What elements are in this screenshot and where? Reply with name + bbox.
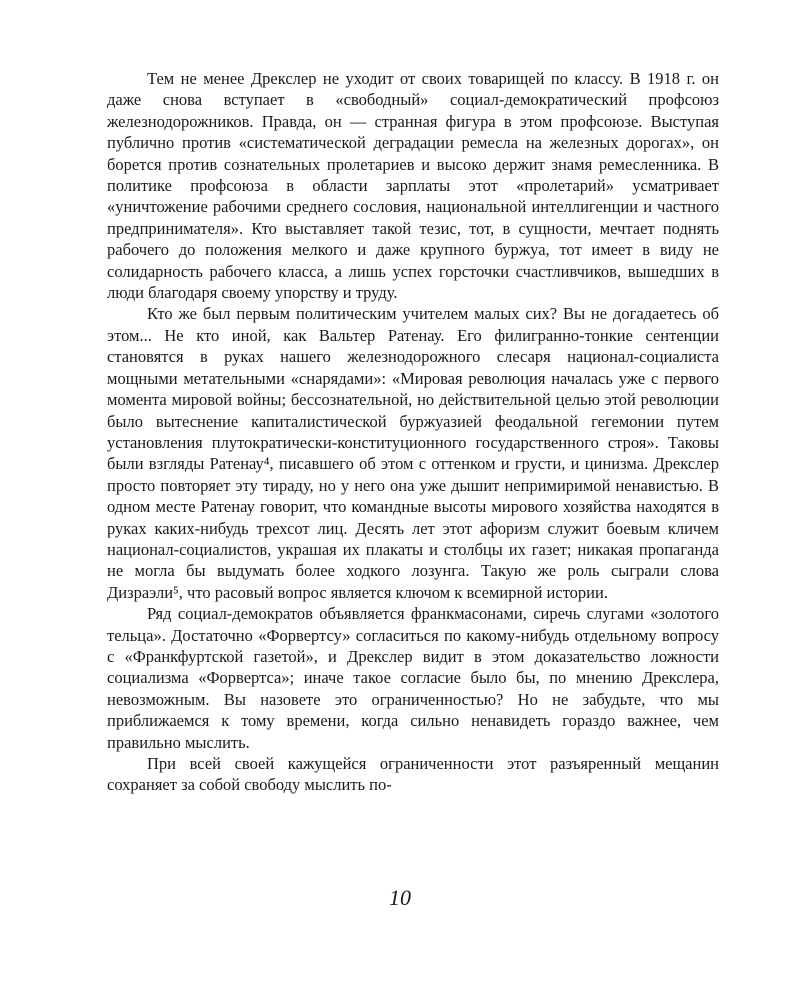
- paragraph-4: При всей своей кажущейся ограниченности этот разъяренный мещанин сохраняет за собой свободу мыслить по-: [107, 754, 719, 795]
- paragraph-1: Тем не менее Дрекслер не уходит от своих товарищей по классу. В 1918 г. он даже снова вступает в «свободный» социал-демократический профсоюз железнодорожников. Правда, он — странная фигура в этом профсоюзе. Выступая публично против «систематической деградации ремесла на железных дорогах», он борется против сознательных пролетариев и высоко держит знамя ремесленника. В политике профсоюза в области зарплаты этот «пролетарий» усматривает «уничтожение рабочими среднего сословия, национальной интеллигенции и частного предпринимателя». Кто выставляет такой тезис, тот, в сущности, мечтает поднять рабочего до положения мелкого и даже крупного буржуа, тот имеет в виду не солидарность рабочего класса, а лишь успех горсточки счастливчиков, вышедших в люди благодаря своему упорству и труду.: [107, 69, 719, 303]
- page-number: 10: [389, 885, 411, 910]
- paragraph-2: Кто же был первым политическим учителем малых сих? Вы не догадаетесь об этом... Не кто иной, как Вальтер Ратенау. Его филигранно-тонкие сентенции становятся в руках нашего железнодорожного слесаря национал-социалиста мощными метательными «снарядами»: «Мировая революция началась уже с первого момента мировой войны; бессознательной, но действительной целью этой революции было вытеснение капиталистической буржуазией феодальной гегемонии путем установления плутократически-конституционного государственного строя». Таковы были взгляды Ратенау⁴, писавшего об этом с оттенком и грусти, и цинизма. Дрекслер просто повторяет эту тираду, но у него она уже дышит непримиримой ненавистью. В одном месте Ратенау говорит, что командные высоты мирового хозяйства находятся в руках каких-нибудь трехсот лиц. Десять лет этот афоризм служит боевым кличем национал-социалистов, украшая их плакаты и столбцы их газет; никакая пропаганда не могла бы выдумать более ходкого лозунга. Такую же роль сыграли слова Дизраэли⁵, что расовый вопрос является ключом к всемирной истории.: [107, 304, 719, 602]
- paragraph-3: Ряд социал-демократов объявляется франкмасонами, сиречь слугами «золотого тельца». Достаточно «Форвертсу» согласиться по какому-нибудь отдельному вопросу с «Франкфуртской газетой», и Дрекслер видит в этом доказательство ложности социализма «Форвертса»; иначе такое согласие было бы, по мнению Дрекслера, невозможным. Вы назовете это ограниченностью? Но не забудьте, что мы приближаемся к тому времени, когда сильно ненавидеть гораздо важнее, чем правильно мыслить.: [107, 604, 719, 752]
- page-body: [107, 68, 719, 796]
